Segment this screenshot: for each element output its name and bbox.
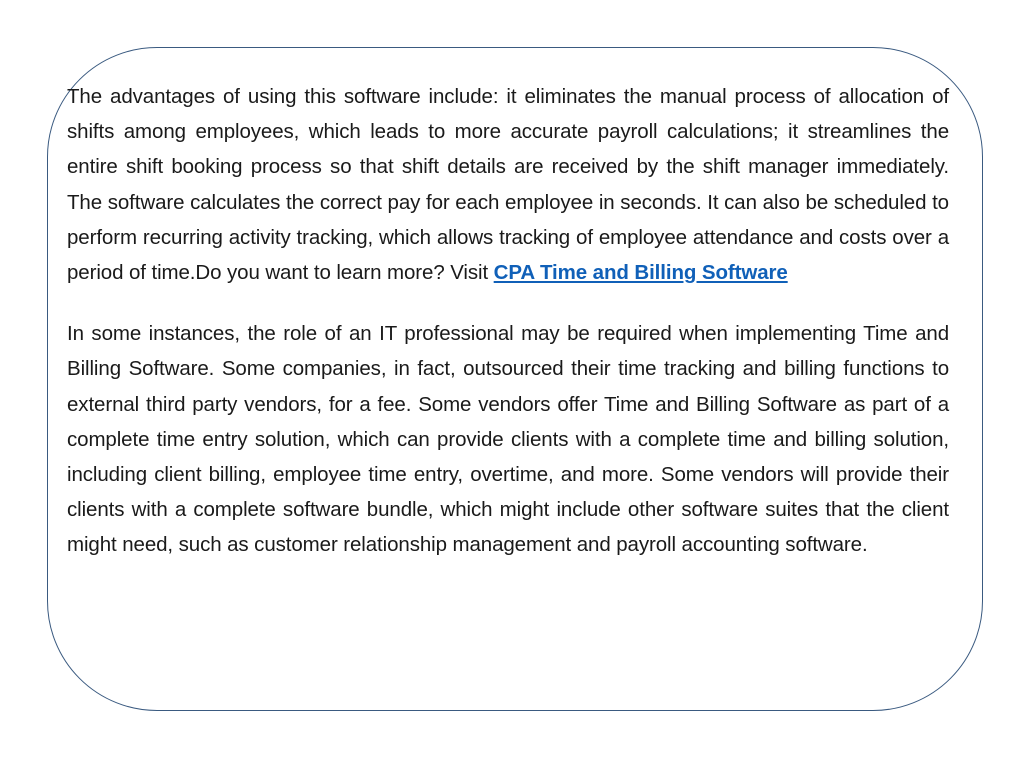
- cpa-software-link[interactable]: CPA Time and Billing Software: [493, 261, 788, 285]
- paragraph-it-professional: [67, 316, 949, 562]
- paragraph-it-professional-text: In some instances, the role of an IT professional may be required when implementing Time and Billing Software. Some companies, in fact, outsourced their time tracking and billing functions to external third party vendors, for a fee. Some vendors offer Time and Billing Software as part of a complete time entry solution, which can provide clients with a complete time and billing solution, including client billing, employee time entry, overtime, and more. Some vendors will provide their clients with a complete software bundle, which might include other software suites that the client might need, such as customer relationship management and payroll accounting software.: [67, 322, 949, 557]
- paragraph-advantages: [67, 79, 949, 290]
- paragraph-advantages-text: The advantages of using this software include: it eliminates the manual process of allocation of shifts among employees, which leads to more accurate payroll calculations; it streamlines the entire shift booking process so that shift details are received by the shift manager immediately. The software calculates the correct pay for each employee in seconds. It can also be scheduled to perform recurring activity tracking, which allows tracking of employee attendance and costs over a period of time.Do you want to learn more? Visit: [67, 85, 949, 285]
- slide-text-body: [67, 79, 949, 589]
